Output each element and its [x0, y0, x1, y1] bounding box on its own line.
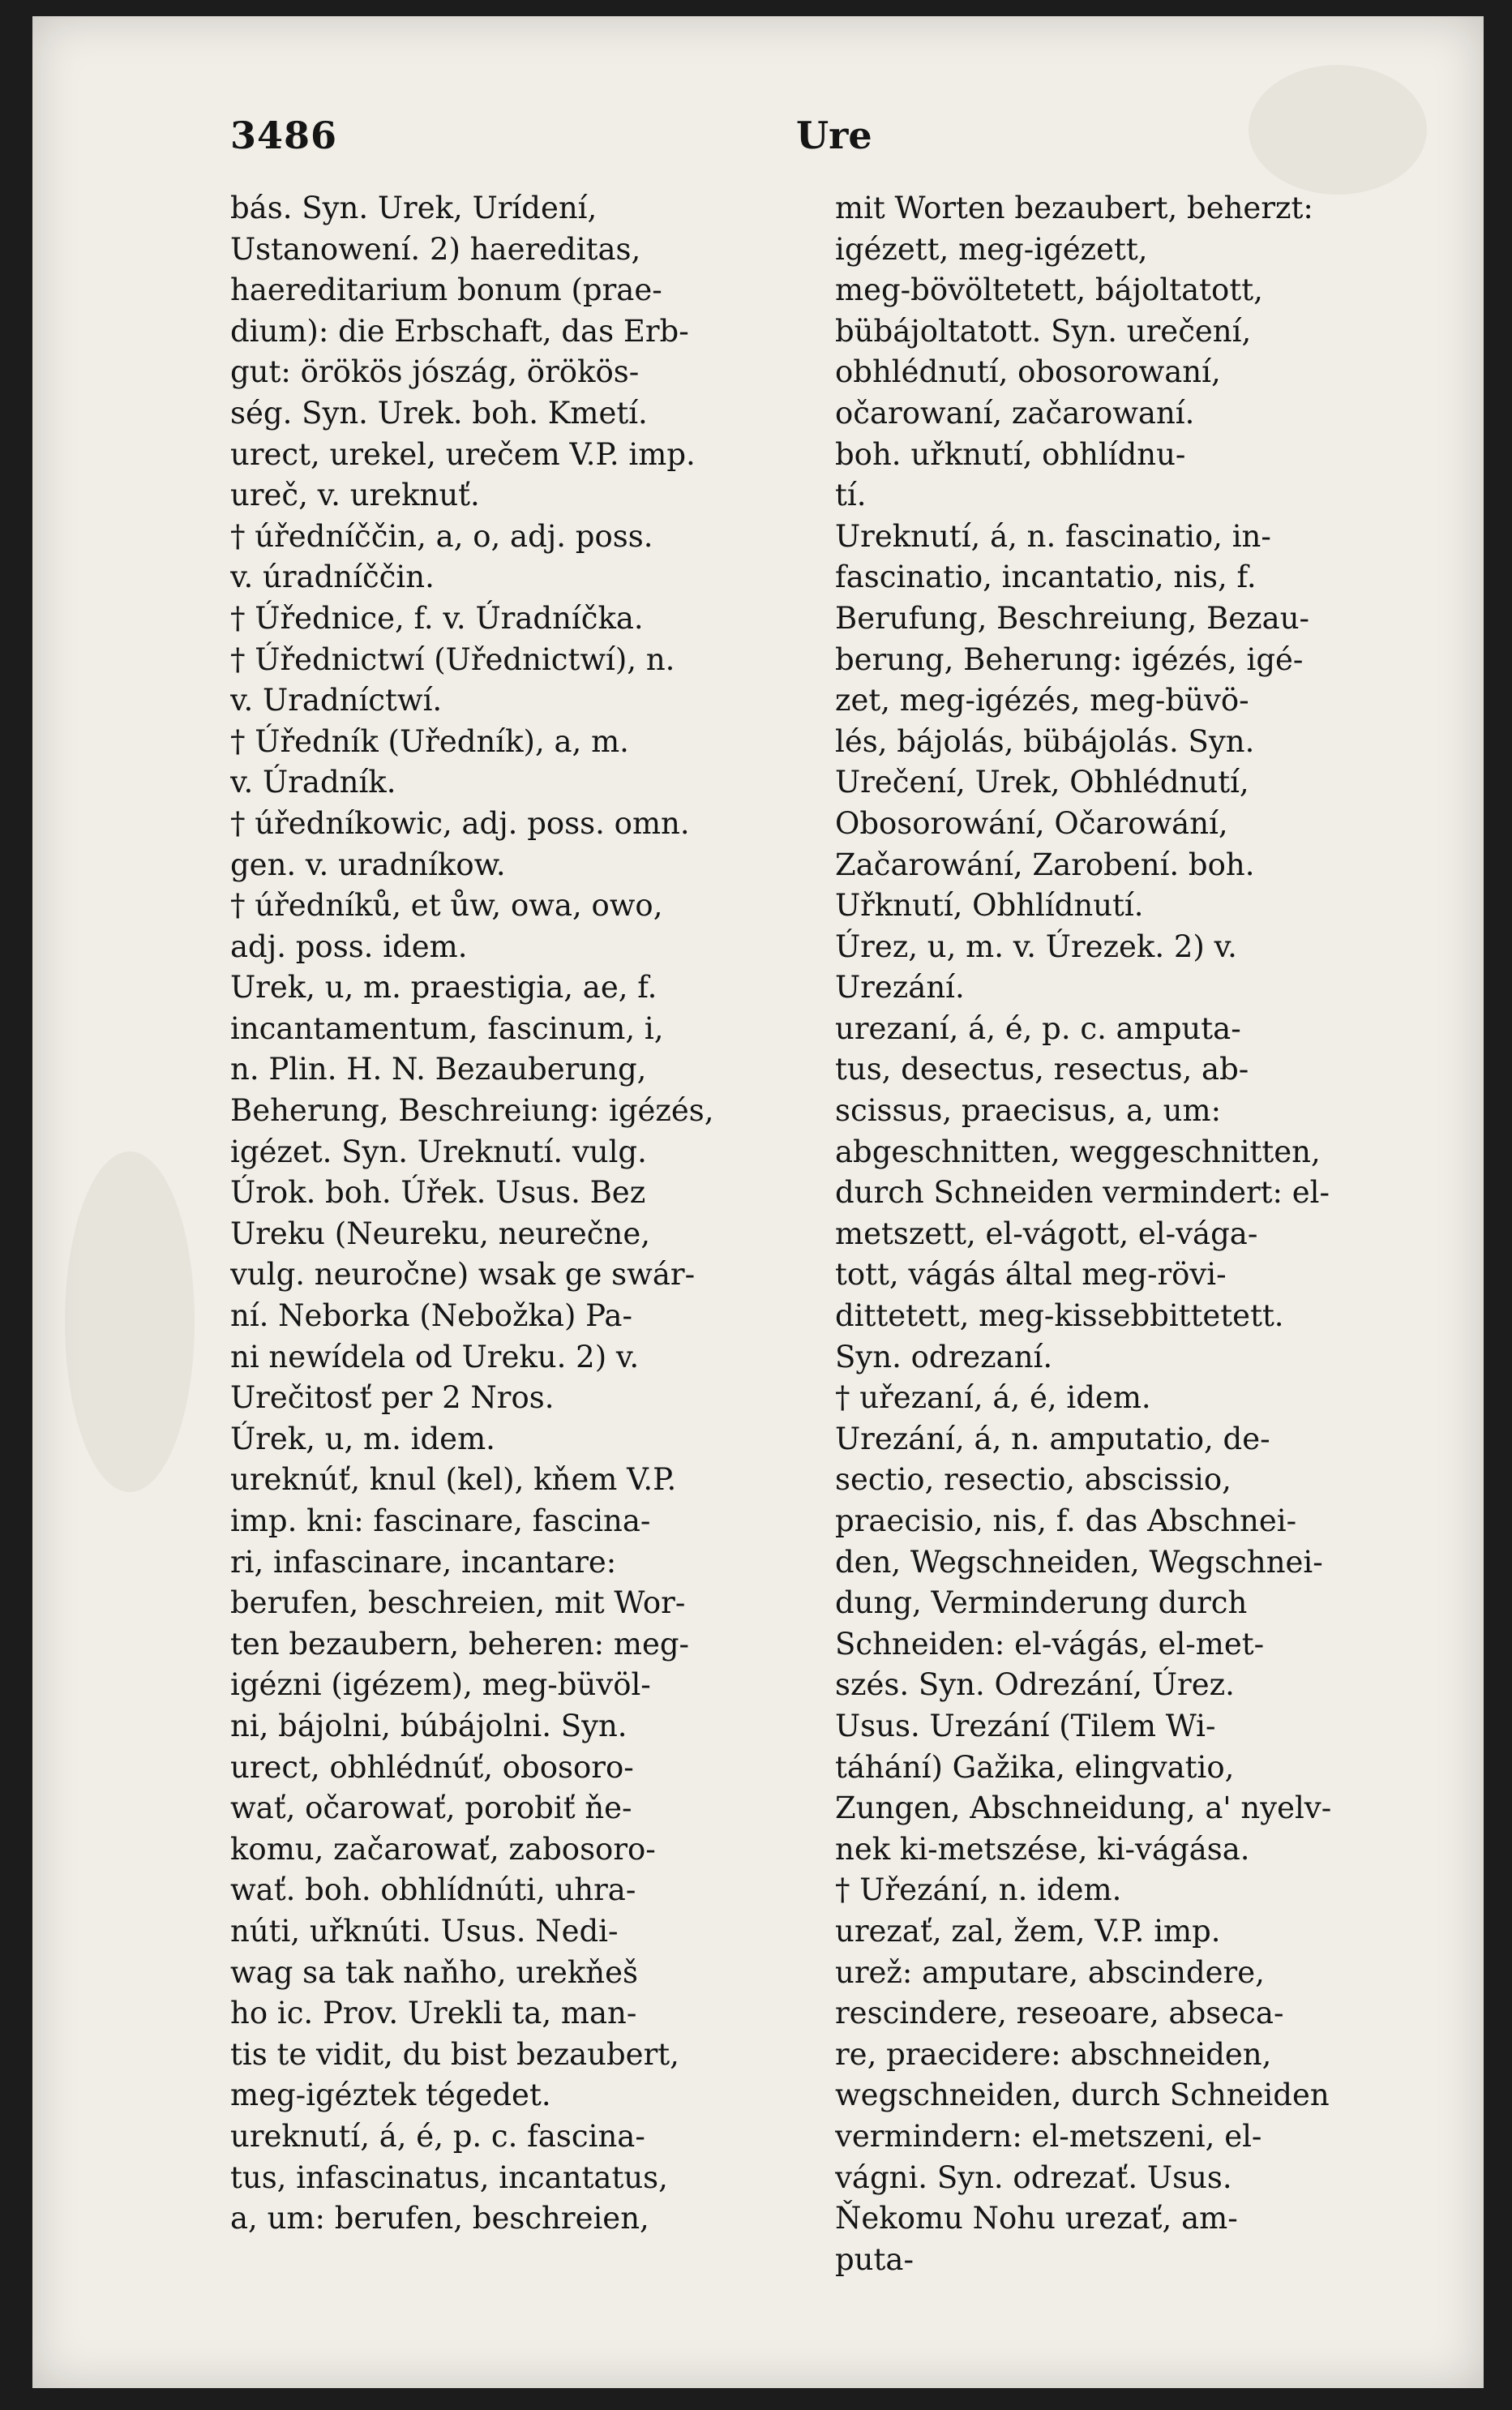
dictionary-line: tí. — [835, 478, 867, 513]
dictionary-line: den, Wegschneiden, Wegschnei- — [835, 1544, 1323, 1580]
dictionary-line: v. úradníččin. — [230, 560, 435, 595]
dictionary-line: Začarowání, Zarobení. boh. — [835, 847, 1255, 882]
dictionary-line: Úrez, u, m. v. Úrezek. 2) v. — [835, 928, 1237, 964]
dictionary-line: urezať, zal, žem, V.P. imp. — [835, 1913, 1221, 1949]
dictionary-line: Urečení, Urek, Obhlédnutí, — [835, 765, 1249, 800]
dictionary-line: ten bezaubern, beheren: meg- — [230, 1626, 690, 1662]
dictionary-line: v. Uradníctwí. — [230, 683, 443, 718]
dictionary-line: ureč, v. ureknuť. — [230, 478, 480, 513]
dictionary-line: abgeschnitten, weggeschnitten, — [835, 1134, 1321, 1169]
dictionary-line: † Úřednictwí (Uřednictwí), n. — [230, 641, 675, 677]
dictionary-line: † úředníččin, a, o, adj. poss. — [230, 518, 653, 554]
dictionary-line: berufen, beschreien, mit Wor- — [230, 1585, 686, 1621]
dictionary-line: adj. poss. idem. — [230, 928, 468, 964]
dictionary-line: Zungen, Abschneidung, a' nyelv- — [835, 1790, 1332, 1826]
dictionary-line: urect, urekel, urečem V.P. imp. — [230, 436, 696, 472]
dictionary-line: ureknúť, knul (kel), kňem V.P. — [230, 1462, 677, 1498]
dictionary-line: vulg. neuročne) wsak ge swár- — [230, 1257, 696, 1293]
dictionary-line: urež: amputare, abscindere, — [835, 1954, 1265, 1990]
right-column — [835, 188, 1419, 2280]
dictionary-line: igézni (igézem), meg-büvöl- — [230, 1667, 651, 1703]
dictionary-line: † Uřezání, n. idem. — [835, 1872, 1122, 1908]
dictionary-line: durch Schneiden vermindert: el- — [835, 1175, 1330, 1211]
dictionary-line: obhlédnutí, obosorowaní, — [835, 354, 1221, 390]
left-column — [230, 188, 822, 2240]
dictionary-line: bübájoltatott. Syn. urečení, — [835, 313, 1252, 349]
paper-stain — [1249, 65, 1427, 195]
dictionary-line: Ustanowení. 2) haereditas, — [230, 231, 641, 267]
dictionary-line: † uřezaní, á, é, idem. — [835, 1380, 1151, 1416]
dictionary-line: † úředníkowic, adj. poss. omn. — [230, 805, 690, 841]
dictionary-line: szés. Syn. Odrezání, Úrez. — [835, 1667, 1235, 1703]
dictionary-line: haereditarium bonum (prae- — [230, 272, 662, 308]
dictionary-line: tus, desectus, resectus, ab- — [835, 1052, 1249, 1087]
dictionary-line: fascinatio, incantatio, nis, f. — [835, 560, 1257, 595]
dictionary-line: núti, uřknúti. Usus. Nedi- — [230, 1913, 619, 1949]
dictionary-line: Úrek, u, m. idem. — [230, 1421, 495, 1456]
dictionary-line: urect, obhlédnúť, obosoro- — [230, 1749, 634, 1785]
dictionary-line: Úrok. boh. Úřek. Usus. Bez — [230, 1175, 646, 1211]
dictionary-line: Urezání, á, n. amputatio, de- — [835, 1421, 1270, 1456]
dictionary-line: nek ki-metszése, ki-vágása. — [835, 1831, 1250, 1867]
dictionary-line: re, praecidere: abschneiden, — [835, 2036, 1272, 2072]
dictionary-line: boh. uřknutí, obhlídnu- — [835, 436, 1186, 472]
dictionary-line: bás. Syn. Urek, Urídení, — [230, 191, 598, 225]
dictionary-line: ureknutí, á, é, p. c. fascina- — [230, 2118, 645, 2154]
dictionary-line: † Úřednice, f. v. Úradníčka. — [230, 600, 644, 636]
dictionary-line: v. Úradník. — [230, 765, 396, 800]
dictionary-line: komu, začarowať, zabosoro- — [230, 1831, 656, 1867]
dictionary-line: Ureknutí, á, n. fascinatio, in- — [835, 518, 1271, 554]
dictionary-line: rescindere, reseoare, abseca- — [835, 1996, 1284, 2031]
dictionary-line: gen. v. uradníkow. — [230, 847, 506, 882]
dictionary-line: vermindern: el-metszeni, el- — [835, 2118, 1262, 2154]
dictionary-line: sectio, resectio, abscissio, — [835, 1462, 1231, 1498]
dictionary-line: Urezání. — [835, 970, 965, 1006]
dictionary-line: wag sa tak naňho, urekňeš — [230, 1954, 638, 1990]
dictionary-line: Berufung, Beschreiung, Bezau- — [835, 600, 1310, 636]
dictionary-line: ni, bájolni, búbájolni. Syn. — [230, 1708, 628, 1743]
dictionary-line: meg-igéztek tégedet. — [230, 2078, 551, 2113]
dictionary-line: Ňekomu Nohu urezať, am- — [835, 2201, 1238, 2236]
dictionary-line: mit Worten bezaubert, beherzt: — [835, 191, 1313, 225]
dictionary-line: scissus, praecisus, a, um: — [835, 1093, 1222, 1129]
dictionary-line: Usus. Urezání (Tilem Wi- — [835, 1708, 1216, 1743]
dictionary-line: meg-bövöltetett, bájoltatott, — [835, 272, 1263, 308]
dictionary-line: očarowaní, začarowaní. — [835, 395, 1195, 431]
dictionary-line: praecisio, nis, f. das Abschnei- — [835, 1503, 1297, 1538]
dictionary-line: wať, očarowať, porobiť ňe- — [230, 1790, 632, 1826]
dictionary-line: táhání) Gažika, elingvatio, — [835, 1749, 1235, 1785]
dictionary-line: dung, Verminderung durch — [835, 1585, 1248, 1621]
dictionary-line: tus, infascinatus, incantatus, — [230, 2159, 668, 2195]
dictionary-line: urezaní, á, é, p. c. amputa- — [835, 1010, 1241, 1046]
dictionary-line: Ureku (Neureku, neurečne, — [230, 1216, 651, 1251]
dictionary-line: metszett, el-vágott, el-vága- — [835, 1216, 1258, 1251]
dictionary-line: Schneiden: el-vágás, el-met- — [835, 1626, 1265, 1662]
dictionary-line: lés, bájolás, bübájolás. Syn. — [835, 723, 1255, 759]
dictionary-line: Uřknutí, Obhlídnutí. — [835, 888, 1144, 924]
dictionary-line: vágni. Syn. odrezať. Usus. — [835, 2159, 1232, 2195]
dictionary-line: ség. Syn. Urek. boh. Kmetí. — [230, 395, 648, 431]
dictionary-line: gut: örökös jószág, örökös- — [230, 354, 640, 390]
dictionary-line: igézett, meg-igézett, — [835, 231, 1148, 267]
dictionary-line: Beherung, Beschreiung: igézés, — [230, 1093, 714, 1129]
page-number: 3486 — [230, 114, 338, 157]
dictionary-line: tis te vidit, du bist bezaubert, — [230, 2036, 679, 2072]
dictionary-line: zet, meg-igézés, meg-büvö- — [835, 683, 1249, 718]
dictionary-line: tott, vágás által meg-rövi- — [835, 1257, 1227, 1293]
dictionary-line: n. Plin. H. N. Bezauberung, — [230, 1052, 647, 1087]
dictionary-line: ri, infascinare, incantare: — [230, 1544, 617, 1580]
dictionary-line: wegschneiden, durch Schneiden — [835, 2078, 1330, 2113]
dictionary-line: incantamentum, fascinum, i, — [230, 1010, 664, 1046]
dictionary-line: puta- — [835, 2241, 914, 2277]
dictionary-line: dium): die Erbschaft, das Erb- — [230, 313, 689, 349]
dictionary-line: igézet. Syn. Ureknutí. vulg. — [230, 1134, 647, 1169]
dictionary-line: dittetett, meg-kissebbittetett. — [835, 1298, 1284, 1334]
dictionary-line: a, um: berufen, beschreien, — [230, 2201, 649, 2236]
dictionary-line: Urek, u, m. praestigia, ae, f. — [230, 970, 657, 1006]
dictionary-line: Obosorowání, Očarowání, — [835, 805, 1228, 841]
paper-stain — [65, 1151, 195, 1492]
dictionary-line: wať. boh. obhlídnúti, uhra- — [230, 1872, 636, 1908]
dictionary-line: imp. kni: fascinare, fascina- — [230, 1503, 651, 1538]
dictionary-line: ní. Neborka (Nebožka) Pa- — [230, 1298, 632, 1334]
dictionary-line: Urečitosť per 2 Nros. — [230, 1380, 555, 1416]
dictionary-line: berung, Beherung: igézés, igé- — [835, 641, 1304, 677]
dictionary-line: † Úředník (Uředník), a, m. — [230, 723, 629, 759]
dictionary-line: † úředníků, et ůw, owa, owo, — [230, 888, 663, 924]
dictionary-line: ni newídela od Ureku. 2) v. — [230, 1339, 640, 1374]
dictionary-line: Syn. odrezaní. — [835, 1339, 1053, 1374]
running-head: Ure — [796, 114, 872, 157]
dictionary-line: ho ic. Prov. Urekli ta, man- — [230, 1996, 637, 2031]
